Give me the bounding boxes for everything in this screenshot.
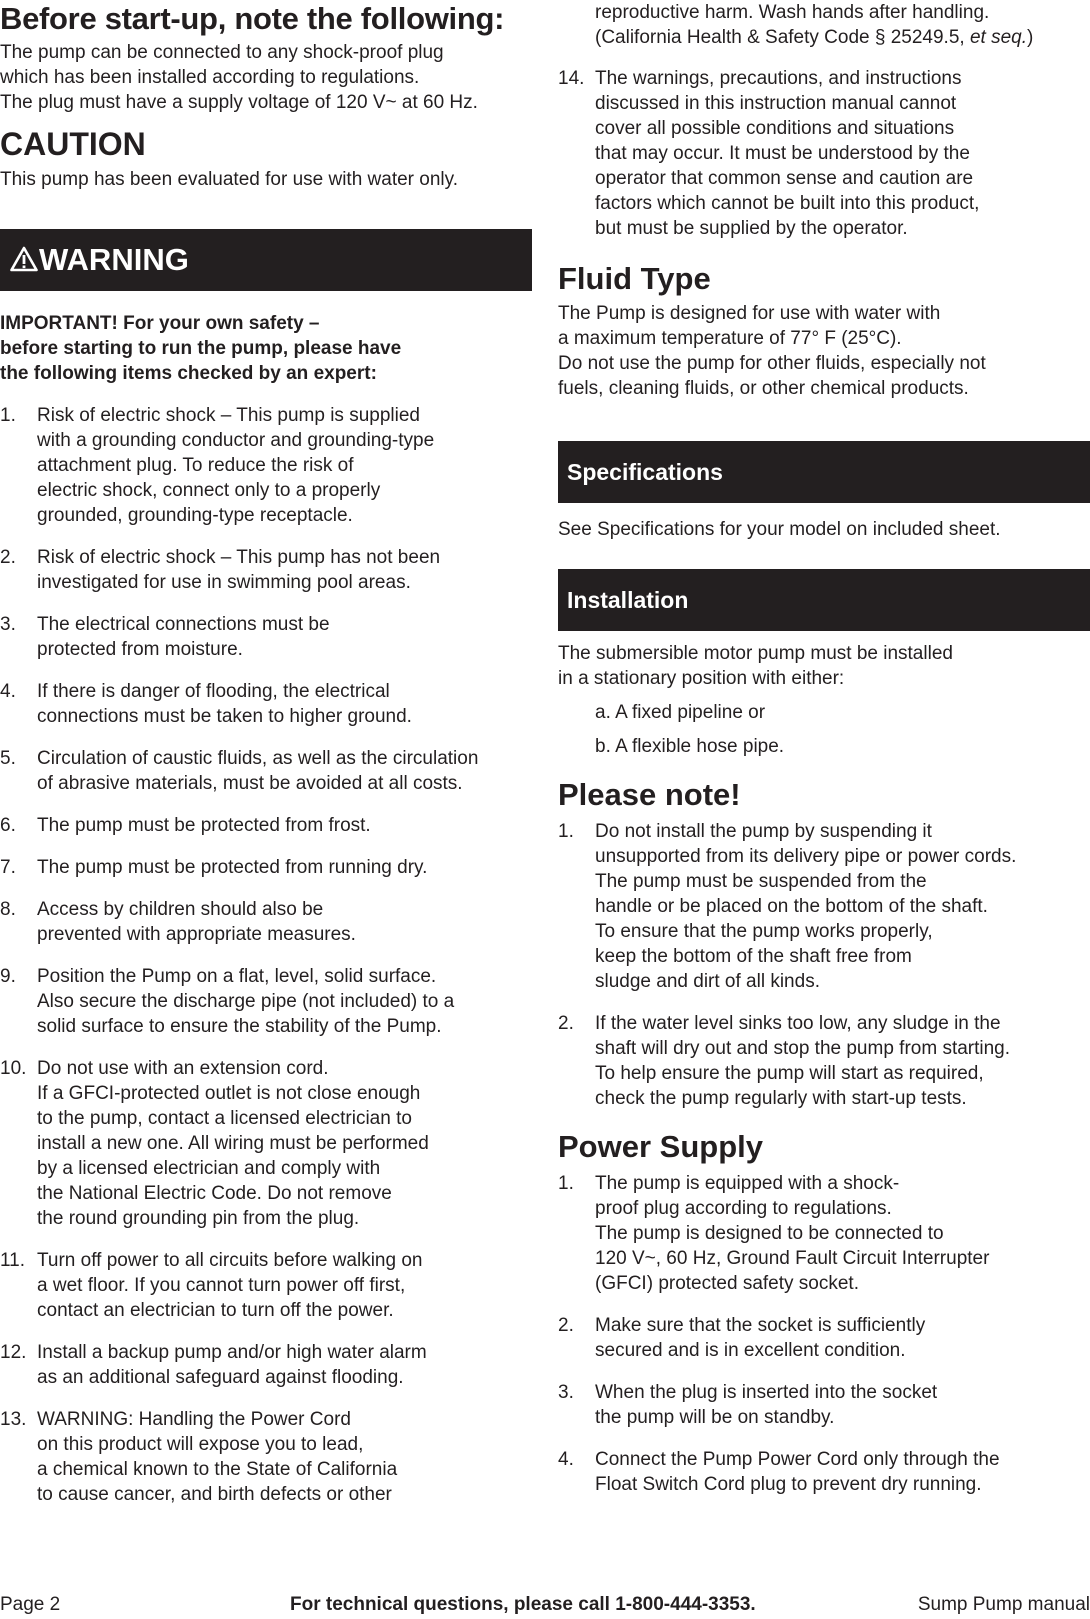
item-number: 2. <box>558 1013 574 1034</box>
intro-text: The pump can be connected to any shock-proof plug which has been installed according to regulations. The plug must have a supply voltage of 120 V~ at 60 Hz. <box>0 42 478 113</box>
fluid-type-heading: Fluid Type <box>558 261 711 296</box>
list-item <box>0 897 532 947</box>
please-note-list <box>558 819 1090 1111</box>
item-text: The pump is equipped with a shock- proof plug according to regulations. The pump is designed to be connected to 120 V~, 60 Hz, Ground Fault Circuit Interrupter (GFCI) protected safety socket. <box>595 1173 990 1294</box>
installation-text: The submersible motor pump must be installed in a stationary position with either: <box>558 643 953 689</box>
list-item <box>558 1171 1090 1296</box>
item-text: Do not use with an extension cord. If a GFCI-protected outlet is not close enough to the pump, contact a licensed electrician to install a new one. All wiring must be performed by a licensed electrician and comply with the National Electric Code. Do not remove the round grounding pin from the plug. <box>37 1058 429 1229</box>
safety-list <box>0 403 532 1507</box>
list-item <box>0 679 532 729</box>
page-footer <box>0 1594 1090 1619</box>
item-number: 3. <box>0 614 16 635</box>
list-item <box>0 1248 532 1323</box>
item-text: The warnings, precautions, and instructions discussed in this instruction manual cannot cover all possible conditions and situations that may occur. It must be understood by the operator that common sense and caution are factors which cannot be built into this product, but must be supplied by the operator. <box>595 68 980 239</box>
item-text: The pump must be protected from frost. <box>37 815 371 836</box>
installation-banner <box>558 569 1090 631</box>
item-number: 7. <box>0 857 16 878</box>
item-number: 12. <box>0 1342 27 1363</box>
specifications-banner <box>558 441 1090 503</box>
list-item <box>0 813 532 838</box>
item-text: The electrical connections must be protected from moisture. <box>37 614 330 660</box>
item-13-continuation <box>558 0 1090 50</box>
list-item <box>558 1447 1090 1497</box>
fluid-type-text: The Pump is designed for use with water with a maximum temperature of 77° F (25°C). Do not use the pump for other fluids, especially not fuels, cleaning fluids, or other chemical products. <box>558 303 986 399</box>
cite-text: (California Health & Safety Code § 25249.5, <box>595 27 970 48</box>
item-text: If the water level sinks too low, any sludge in the shaft will dry out and stop the pump from starting. To help ensure the pump will start as required, check the pump regularly with start-up tests. <box>595 1013 1011 1109</box>
cite-italic: et seq. <box>969 27 1027 48</box>
item-number: 9. <box>0 966 16 987</box>
important-notice: IMPORTANT! For your own safety – before starting to run the pump, please have the following items checked by an expert: <box>0 313 402 384</box>
power-supply-heading: Power Supply <box>558 1129 763 1164</box>
cite-close: ) <box>1027 27 1034 48</box>
item-text: The pump must be protected from running dry. <box>37 857 428 878</box>
item-number: 6. <box>0 815 16 836</box>
warning-triangle-icon <box>10 246 38 272</box>
item-text: Access by children should also be prevented with appropriate measures. <box>37 899 356 945</box>
item-number: 13. <box>0 1409 27 1430</box>
item-text: Risk of electric shock – This pump is supplied with a grounding conductor and grounding-type attachment plug. To reduce the risk of electric shock, connect only to a properly grounded, grounding-type receptacle. <box>37 405 435 526</box>
left-column <box>0 0 532 1507</box>
power-supply-list <box>558 1171 1090 1497</box>
list-item <box>558 66 1090 241</box>
item-number: 4. <box>0 681 16 702</box>
list-item <box>558 819 1090 994</box>
item-text: Turn off power to all circuits before walking on a wet floor. If you cannot turn power off first, contact an electrician to turn off the power. <box>37 1250 423 1321</box>
item-number: 11. <box>0 1250 26 1271</box>
install-option-a: a. A fixed pipeline or <box>595 702 766 723</box>
item-13-cont-line2 <box>595 25 1090 50</box>
please-note-heading: Please note! <box>558 777 741 812</box>
tech-support-line: For technical questions, please call 1-800-444-3353. <box>290 1594 756 1615</box>
list-item <box>0 1340 532 1390</box>
item-number: 2. <box>0 547 16 568</box>
item-number: 1. <box>558 821 574 842</box>
list-item <box>0 746 532 796</box>
item-number: 10. <box>0 1058 27 1079</box>
warning-banner <box>0 229 532 291</box>
list-item <box>0 403 532 528</box>
list-item <box>0 1056 532 1231</box>
page-number: Page 2 <box>0 1594 61 1615</box>
list-item <box>0 612 532 662</box>
item-number: 1. <box>0 405 16 426</box>
safety-list-continued <box>558 66 1090 241</box>
item-13-cont-line1: reproductive harm. Wash hands after handling. <box>595 2 990 23</box>
manual-title: Sump Pump manual <box>917 1594 1090 1615</box>
list-item <box>0 1407 532 1507</box>
item-number: 2. <box>558 1315 574 1336</box>
right-column <box>558 0 1090 1497</box>
item-number: 5. <box>0 748 16 769</box>
warning-label: WARNING <box>39 242 189 277</box>
item-number: 3. <box>558 1382 574 1403</box>
list-item <box>0 545 532 595</box>
item-text: Do not install the pump by suspending it unsupported from its delivery pipe or power cords. The pump must be suspended from the handle or be placed on the bottom of the shaft. To ensure that the pump works properly, keep the bottom of the shaft free from sludge and dirt of all kinds. <box>595 821 1017 992</box>
caution-text: This pump has been evaluated for use with water only. <box>0 169 459 190</box>
list-item <box>0 855 532 880</box>
caution-heading: CAUTION <box>0 126 146 162</box>
install-option-b: b. A flexible hose pipe. <box>595 736 785 757</box>
list-item <box>0 964 532 1039</box>
item-text: If there is danger of flooding, the electrical connections must be taken to higher ground. <box>37 681 412 727</box>
item-text: Risk of electric shock – This pump has not been investigated for use in swimming pool areas. <box>37 547 441 593</box>
item-text: Position the Pump on a flat, level, solid surface. Also secure the discharge pipe (not included) to a solid surface to ensure the stability of the Pump. <box>37 966 455 1037</box>
specifications-text: See Specifications for your model on included sheet. <box>558 519 1001 540</box>
item-text: Circulation of caustic fluids, as well as the circulation of abrasive materials, must be avoided at all costs. <box>37 748 479 794</box>
list-item <box>558 1313 1090 1363</box>
item-number: 1. <box>558 1173 574 1194</box>
item-number: 4. <box>558 1449 574 1470</box>
list-item <box>558 1011 1090 1111</box>
item-text: Install a backup pump and/or high water alarm as an additional safeguard against flooding. <box>37 1342 427 1388</box>
item-text: WARNING: Handling the Power Cord on this product will expose you to lead, a chemical known to the State of California to cause cancer, and birth defects or other <box>37 1409 398 1505</box>
item-text: When the plug is inserted into the socket the pump will be on standby. <box>595 1382 938 1428</box>
item-text: Make sure that the socket is sufficiently secured and is in excellent condition. <box>595 1315 926 1361</box>
list-item <box>558 1380 1090 1430</box>
item-number: 8. <box>0 899 16 920</box>
item-number: 14. <box>558 68 585 89</box>
specifications-label: Specifications <box>567 458 723 485</box>
page-heading: Before start-up, note the following: <box>0 1 505 36</box>
item-text: Connect the Pump Power Cord only through the Float Switch Cord plug to prevent dry running. <box>595 1449 1000 1495</box>
installation-label: Installation <box>567 586 689 613</box>
